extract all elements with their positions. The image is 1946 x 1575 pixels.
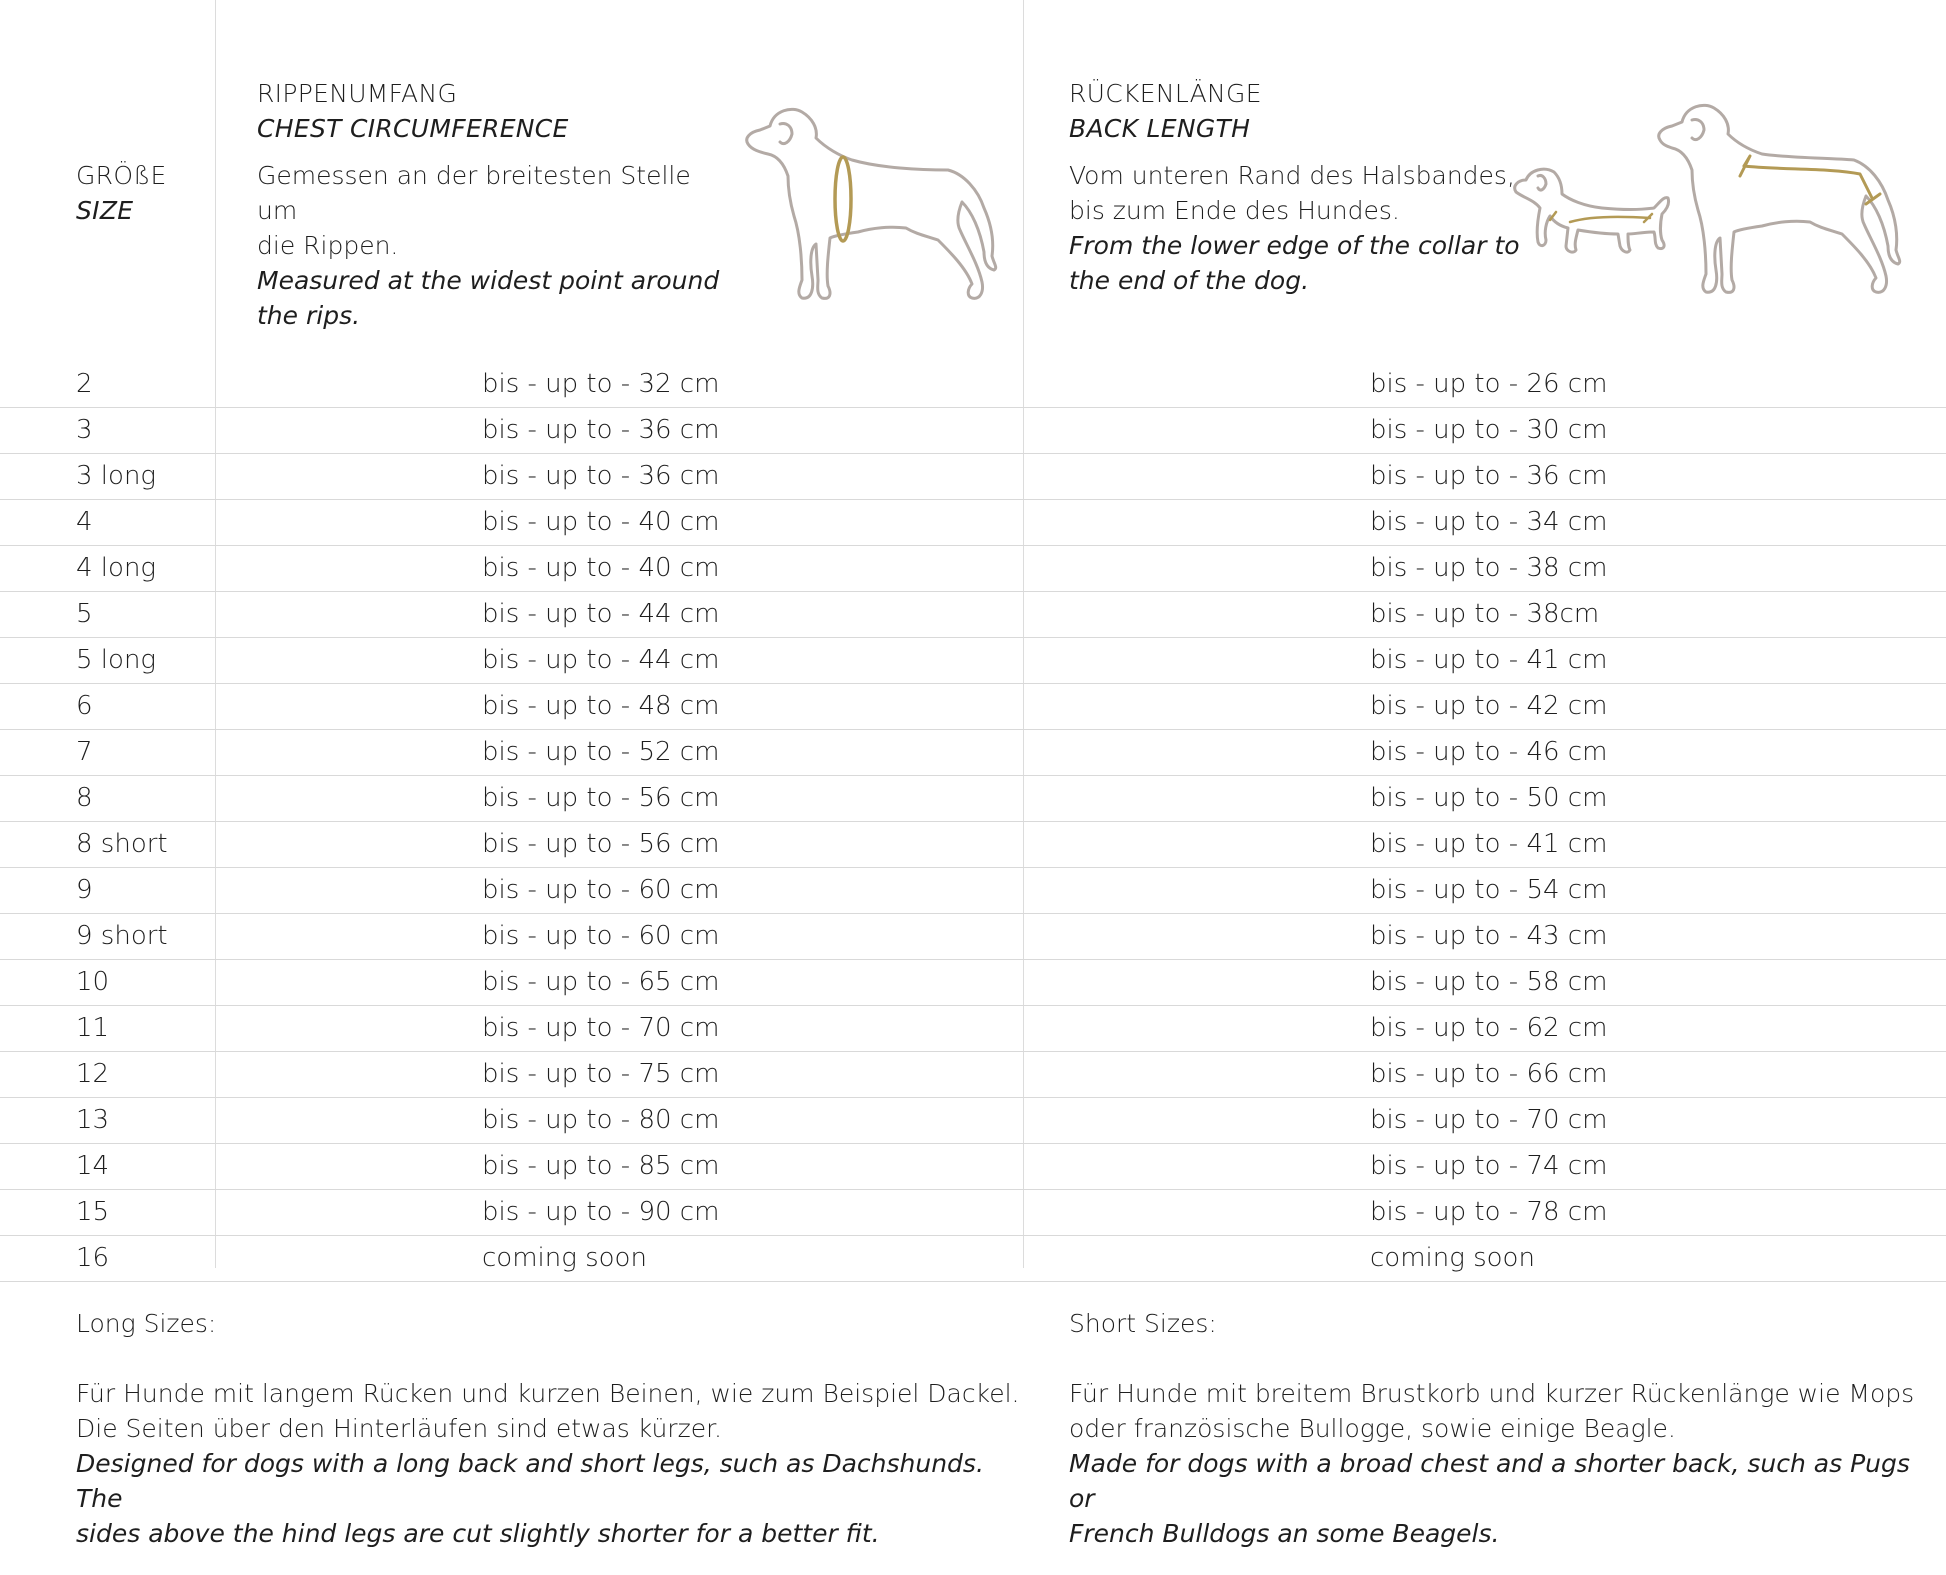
back-header <box>1069 76 1529 298</box>
short-sizes-de-2: oder französische Bullogge, sowie einige Beagle. <box>1069 1414 1676 1443</box>
size-cell: 5 long <box>76 645 157 675</box>
long-sizes-de-1: Für Hunde mit langem Rücken und kurzen Beinen, wie zum Beispiel Dackel. <box>76 1379 1020 1408</box>
table-row <box>0 454 1946 500</box>
back-cell: bis - up to - 34 cm <box>1370 507 1608 537</box>
size-cell: 4 long <box>76 553 157 583</box>
back-cell: bis - up to - 26 cm <box>1370 369 1608 399</box>
size-cell: 5 <box>76 599 93 629</box>
table-row <box>0 500 1946 546</box>
back-cell: bis - up to - 38cm <box>1370 599 1600 629</box>
back-title-en: BACK LENGTH <box>1069 114 1251 143</box>
back-cell: bis - up to - 46 cm <box>1370 737 1608 767</box>
chest-cell: bis - up to - 85 cm <box>482 1151 720 1181</box>
back-desc-en-2: the end of the dog. <box>1069 266 1310 295</box>
size-header-de: GRÖßE <box>76 161 167 190</box>
back-cell: bis - up to - 41 cm <box>1370 645 1608 675</box>
chest-cell: bis - up to - 65 cm <box>482 967 720 997</box>
back-cell: bis - up to - 54 cm <box>1370 875 1608 905</box>
long-sizes-en-1: Designed for dogs with a long back and short legs, such as Dachshunds. The <box>76 1449 984 1513</box>
back-cell: bis - up to - 62 cm <box>1370 1013 1608 1043</box>
table-row <box>0 684 1946 730</box>
size-cell: 2 <box>76 369 93 399</box>
table-row <box>0 960 1946 1006</box>
size-cell: 8 <box>76 783 93 813</box>
table-row <box>0 1144 1946 1190</box>
back-cell: coming soon <box>1370 1243 1535 1273</box>
back-cell: bis - up to - 43 cm <box>1370 921 1608 951</box>
back-cell: bis - up to - 66 cm <box>1370 1059 1608 1089</box>
table-row <box>0 362 1946 408</box>
chest-cell: bis - up to - 56 cm <box>482 829 720 859</box>
table-row <box>0 730 1946 776</box>
back-cell: bis - up to - 78 cm <box>1370 1197 1608 1227</box>
chest-cell: bis - up to - 44 cm <box>482 645 720 675</box>
back-desc-de-1: Vom unteren Rand des Halsbandes, <box>1069 161 1515 190</box>
back-cell: bis - up to - 41 cm <box>1370 829 1608 859</box>
back-cell: bis - up to - 58 cm <box>1370 967 1608 997</box>
back-desc-de-2: bis zum Ende des Hundes. <box>1069 196 1400 225</box>
back-cell: bis - up to - 42 cm <box>1370 691 1608 721</box>
chest-header <box>257 76 737 333</box>
back-cell: bis - up to - 70 cm <box>1370 1105 1608 1135</box>
table-row <box>0 1052 1946 1098</box>
chest-cell: bis - up to - 56 cm <box>482 783 720 813</box>
chest-desc-en-1: Measured at the widest point around <box>257 266 720 295</box>
table-row <box>0 822 1946 868</box>
size-cell: 10 <box>76 967 110 997</box>
size-cell: 7 <box>76 737 93 767</box>
size-cell: 9 <box>76 875 93 905</box>
chest-desc-de-2: die Rippen. <box>257 231 399 260</box>
chest-cell: bis - up to - 70 cm <box>482 1013 720 1043</box>
chest-cell: bis - up to - 52 cm <box>482 737 720 767</box>
chest-cell: bis - up to - 80 cm <box>482 1105 720 1135</box>
long-sizes-en-2: sides above the hind legs are cut slightly shorter for a better fit. <box>76 1519 880 1548</box>
size-cell: 15 <box>76 1197 110 1227</box>
chest-title-en: CHEST CIRCUMFERENCE <box>257 114 569 143</box>
short-sizes-en-2: French Bulldogs an some Beagels. <box>1069 1519 1500 1548</box>
back-cell: bis - up to - 38 cm <box>1370 553 1608 583</box>
size-cell: 14 <box>76 1151 110 1181</box>
back-cell: bis - up to - 36 cm <box>1370 461 1608 491</box>
chest-cell: bis - up to - 44 cm <box>482 599 720 629</box>
size-header-en: SIZE <box>76 196 134 225</box>
size-cell: 11 <box>76 1013 110 1043</box>
chest-title-de: RIPPENUMFANG <box>257 79 458 108</box>
table-row <box>0 408 1946 454</box>
back-cell: bis - up to - 74 cm <box>1370 1151 1608 1181</box>
table-row <box>0 638 1946 684</box>
back-title-de: RÜCKENLÄNGE <box>1069 79 1262 108</box>
size-cell: 12 <box>76 1059 110 1089</box>
size-cell: 13 <box>76 1105 110 1135</box>
chest-cell: bis - up to - 36 cm <box>482 415 720 445</box>
chest-desc-en-2: the rips. <box>257 301 361 330</box>
chest-cell: bis - up to - 40 cm <box>482 553 720 583</box>
size-cell: 3 long <box>76 461 157 491</box>
short-sizes-note <box>1069 1306 1939 1551</box>
size-cell: 6 <box>76 691 93 721</box>
table-row <box>0 592 1946 638</box>
short-sizes-en-1: Made for dogs with a broad chest and a shorter back, such as Pugs or <box>1069 1449 1910 1513</box>
table-row <box>0 1236 1946 1282</box>
chest-cell: bis - up to - 75 cm <box>482 1059 720 1089</box>
short-sizes-de-1: Für Hunde mit breitem Brustkorb und kurzer Rückenlänge wie Mops <box>1069 1379 1915 1408</box>
table-row <box>0 868 1946 914</box>
chest-cell: coming soon <box>482 1243 647 1273</box>
chest-cell: bis - up to - 60 cm <box>482 875 720 905</box>
long-sizes-de-2: Die Seiten über den Hinterläufen sind etwas kürzer. <box>76 1414 723 1443</box>
dogs-back-measure-icon <box>1510 100 1906 310</box>
size-table <box>0 362 1946 1282</box>
chest-cell: bis - up to - 36 cm <box>482 461 720 491</box>
back-cell: bis - up to - 50 cm <box>1370 783 1608 813</box>
chest-cell: bis - up to - 48 cm <box>482 691 720 721</box>
table-row <box>0 914 1946 960</box>
table-row <box>0 1098 1946 1144</box>
size-cell: 4 <box>76 507 93 537</box>
dog-chest-measure-icon <box>740 104 1002 304</box>
back-desc-en-1: From the lower edge of the collar to <box>1069 231 1520 260</box>
long-sizes-title: Long Sizes: <box>76 1309 217 1338</box>
chest-cell: bis - up to - 32 cm <box>482 369 720 399</box>
size-header <box>76 158 167 228</box>
table-row <box>0 1190 1946 1236</box>
chest-cell: bis - up to - 60 cm <box>482 921 720 951</box>
size-cell: 8 short <box>76 829 168 859</box>
size-cell: 9 short <box>76 921 168 951</box>
table-row <box>0 546 1946 592</box>
chest-desc-de-1: Gemessen an der breitesten Stelle um <box>257 161 691 225</box>
size-cell: 3 <box>76 415 93 445</box>
table-row <box>0 776 1946 822</box>
long-sizes-note <box>76 1306 1036 1551</box>
chest-cell: bis - up to - 40 cm <box>482 507 720 537</box>
size-cell: 16 <box>76 1243 110 1273</box>
chest-cell: bis - up to - 90 cm <box>482 1197 720 1227</box>
table-row <box>0 1006 1946 1052</box>
short-sizes-title: Short Sizes: <box>1069 1309 1217 1338</box>
back-cell: bis - up to - 30 cm <box>1370 415 1608 445</box>
